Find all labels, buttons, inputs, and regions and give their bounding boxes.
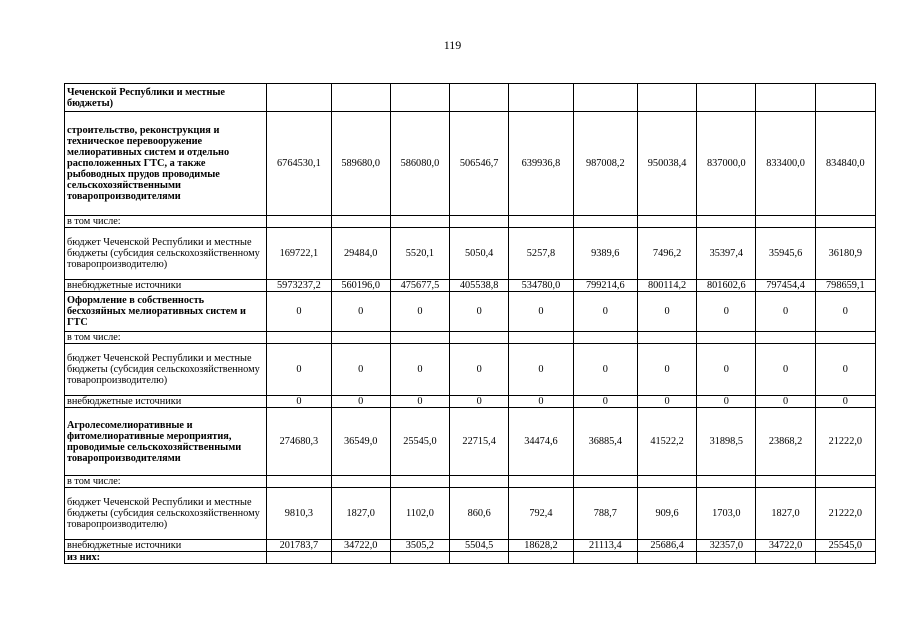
- value-cell: [756, 332, 815, 344]
- value-cell: [450, 84, 509, 112]
- value-cell: 589680,0: [331, 112, 390, 216]
- value-cell: 0: [697, 292, 756, 332]
- value-cell: [390, 216, 449, 228]
- value-cell: [573, 552, 637, 564]
- value-cell: 837000,0: [697, 112, 756, 216]
- value-cell: 3505,2: [390, 540, 449, 552]
- row-label: в том числе:: [65, 476, 267, 488]
- value-cell: [331, 552, 390, 564]
- value-cell: 1703,0: [697, 488, 756, 540]
- value-cell: 405538,8: [450, 280, 509, 292]
- table-row: [65, 216, 876, 228]
- value-cell: [450, 476, 509, 488]
- value-cell: [267, 84, 331, 112]
- value-cell: 475677,5: [390, 280, 449, 292]
- row-label: Оформление в собственность бесхозяйных мелиоративных систем и ГТС: [65, 292, 267, 332]
- value-cell: [267, 216, 331, 228]
- value-cell: 29484,0: [331, 228, 390, 280]
- value-cell: 586080,0: [390, 112, 449, 216]
- value-cell: 0: [637, 292, 696, 332]
- budget-table: [64, 83, 876, 564]
- value-cell: [637, 84, 696, 112]
- value-cell: 0: [756, 292, 815, 332]
- value-cell: [697, 216, 756, 228]
- value-cell: 22715,4: [450, 408, 509, 476]
- value-cell: [267, 552, 331, 564]
- value-cell: 0: [509, 344, 573, 396]
- value-cell: 0: [756, 396, 815, 408]
- value-cell: [573, 84, 637, 112]
- value-cell: 0: [509, 292, 573, 332]
- table-row: [65, 540, 876, 552]
- value-cell: 31898,5: [697, 408, 756, 476]
- value-cell: [697, 332, 756, 344]
- table-row: [65, 476, 876, 488]
- value-cell: 36180,9: [815, 228, 875, 280]
- value-cell: 0: [573, 344, 637, 396]
- row-label: из них:: [65, 552, 267, 564]
- value-cell: 0: [331, 292, 390, 332]
- value-cell: 32357,0: [697, 540, 756, 552]
- value-cell: [450, 332, 509, 344]
- value-cell: 1102,0: [390, 488, 449, 540]
- value-cell: [509, 84, 573, 112]
- value-cell: 801602,6: [697, 280, 756, 292]
- value-cell: 834840,0: [815, 112, 875, 216]
- value-cell: 0: [267, 344, 331, 396]
- value-cell: [756, 552, 815, 564]
- value-cell: [697, 84, 756, 112]
- value-cell: 987008,2: [573, 112, 637, 216]
- value-cell: 5257,8: [509, 228, 573, 280]
- value-cell: 0: [390, 292, 449, 332]
- table-row: [65, 488, 876, 540]
- table-row: [65, 396, 876, 408]
- value-cell: 41522,2: [637, 408, 696, 476]
- value-cell: 25545,0: [815, 540, 875, 552]
- value-cell: 25686,4: [637, 540, 696, 552]
- value-cell: [331, 332, 390, 344]
- value-cell: 0: [637, 344, 696, 396]
- row-label: внебюджетные источники: [65, 280, 267, 292]
- value-cell: 23868,2: [756, 408, 815, 476]
- value-cell: 0: [815, 292, 875, 332]
- value-cell: 0: [450, 344, 509, 396]
- value-cell: [756, 216, 815, 228]
- value-cell: 36885,4: [573, 408, 637, 476]
- value-cell: [815, 332, 875, 344]
- table-row: [65, 332, 876, 344]
- value-cell: [756, 84, 815, 112]
- table-row: [65, 84, 876, 112]
- value-cell: 534780,0: [509, 280, 573, 292]
- value-cell: 833400,0: [756, 112, 815, 216]
- value-cell: 1827,0: [331, 488, 390, 540]
- value-cell: 0: [637, 396, 696, 408]
- value-cell: 169722,1: [267, 228, 331, 280]
- value-cell: 860,6: [450, 488, 509, 540]
- value-cell: 0: [573, 292, 637, 332]
- row-label: в том числе:: [65, 332, 267, 344]
- value-cell: [573, 216, 637, 228]
- value-cell: [815, 84, 875, 112]
- value-cell: 5520,1: [390, 228, 449, 280]
- value-cell: 799214,6: [573, 280, 637, 292]
- value-cell: 21222,0: [815, 408, 875, 476]
- value-cell: [637, 216, 696, 228]
- value-cell: 9389,6: [573, 228, 637, 280]
- row-label: в том числе:: [65, 216, 267, 228]
- value-cell: [450, 216, 509, 228]
- value-cell: 792,4: [509, 488, 573, 540]
- row-label: бюджет Чеченской Республики и местные бюджеты (субсидия сельскохозяйственному товаропроизводителю): [65, 228, 267, 280]
- value-cell: 201783,7: [267, 540, 331, 552]
- value-cell: 18628,2: [509, 540, 573, 552]
- value-cell: [509, 216, 573, 228]
- value-cell: [697, 476, 756, 488]
- value-cell: [390, 332, 449, 344]
- value-cell: [637, 552, 696, 564]
- value-cell: [390, 476, 449, 488]
- value-cell: 798659,1: [815, 280, 875, 292]
- value-cell: [573, 476, 637, 488]
- value-cell: 21222,0: [815, 488, 875, 540]
- value-cell: 0: [697, 396, 756, 408]
- value-cell: [756, 476, 815, 488]
- value-cell: 35945,6: [756, 228, 815, 280]
- value-cell: 5504,5: [450, 540, 509, 552]
- value-cell: 0: [267, 292, 331, 332]
- value-cell: 7496,2: [637, 228, 696, 280]
- page-number: 119: [443, 38, 462, 52]
- value-cell: 0: [450, 396, 509, 408]
- value-cell: 0: [815, 396, 875, 408]
- row-label: бюджет Чеченской Республики и местные бюджеты (субсидия сельскохозяйственному товаропроизводителю): [65, 344, 267, 396]
- value-cell: 36549,0: [331, 408, 390, 476]
- value-cell: 34722,0: [331, 540, 390, 552]
- table-row: [65, 228, 876, 280]
- row-label: внебюджетные источники: [65, 540, 267, 552]
- value-cell: 9810,3: [267, 488, 331, 540]
- row-label: внебюджетные источники: [65, 396, 267, 408]
- table-row: [65, 344, 876, 396]
- value-cell: [331, 216, 390, 228]
- value-cell: [697, 552, 756, 564]
- value-cell: 25545,0: [390, 408, 449, 476]
- table-body: [65, 84, 876, 564]
- value-cell: [390, 552, 449, 564]
- value-cell: 5050,4: [450, 228, 509, 280]
- value-cell: 21113,4: [573, 540, 637, 552]
- value-cell: 0: [390, 396, 449, 408]
- value-cell: [390, 84, 449, 112]
- value-cell: [509, 552, 573, 564]
- value-cell: [573, 332, 637, 344]
- value-cell: [815, 216, 875, 228]
- value-cell: [815, 552, 875, 564]
- value-cell: 35397,4: [697, 228, 756, 280]
- value-cell: 800114,2: [637, 280, 696, 292]
- table-row: [65, 408, 876, 476]
- value-cell: 0: [450, 292, 509, 332]
- value-cell: [509, 332, 573, 344]
- value-cell: [267, 332, 331, 344]
- table-row: [65, 112, 876, 216]
- value-cell: [509, 476, 573, 488]
- value-cell: [450, 552, 509, 564]
- row-label: строительство, реконструкция и техническое перевооружение мелиоративных систем и отдельно расположенных ГТС, а также рыбоводных прудов проводимые сельскохозяйственными товаропроизводителями: [65, 112, 267, 216]
- table-row: [65, 552, 876, 564]
- value-cell: 0: [509, 396, 573, 408]
- row-label: Чеченской Республики и местные бюджеты): [65, 84, 267, 112]
- value-cell: [637, 332, 696, 344]
- value-cell: 0: [331, 396, 390, 408]
- value-cell: 0: [697, 344, 756, 396]
- row-label: Агролесомелиоративные и фитомелиоративные мероприятия, проводимые сельскохозяйственными товаропроизводителями: [65, 408, 267, 476]
- value-cell: 6764530,1: [267, 112, 331, 216]
- value-cell: 560196,0: [331, 280, 390, 292]
- value-cell: [331, 476, 390, 488]
- value-cell: 797454,4: [756, 280, 815, 292]
- row-label: бюджет Чеченской Республики и местные бюджеты (субсидия сельскохозяйственному товаропроизводителю): [65, 488, 267, 540]
- value-cell: 274680,3: [267, 408, 331, 476]
- value-cell: 909,6: [637, 488, 696, 540]
- value-cell: 1827,0: [756, 488, 815, 540]
- value-cell: 506546,7: [450, 112, 509, 216]
- value-cell: [815, 476, 875, 488]
- table-row: [65, 292, 876, 332]
- table-row: [65, 280, 876, 292]
- value-cell: 0: [331, 344, 390, 396]
- value-cell: 950038,4: [637, 112, 696, 216]
- value-cell: 34722,0: [756, 540, 815, 552]
- value-cell: [331, 84, 390, 112]
- value-cell: 34474,6: [509, 408, 573, 476]
- value-cell: [267, 476, 331, 488]
- value-cell: 788,7: [573, 488, 637, 540]
- value-cell: 0: [815, 344, 875, 396]
- value-cell: 0: [390, 344, 449, 396]
- value-cell: 0: [756, 344, 815, 396]
- value-cell: 0: [267, 396, 331, 408]
- value-cell: [637, 476, 696, 488]
- value-cell: 0: [573, 396, 637, 408]
- value-cell: 639936,8: [509, 112, 573, 216]
- value-cell: 5973237,2: [267, 280, 331, 292]
